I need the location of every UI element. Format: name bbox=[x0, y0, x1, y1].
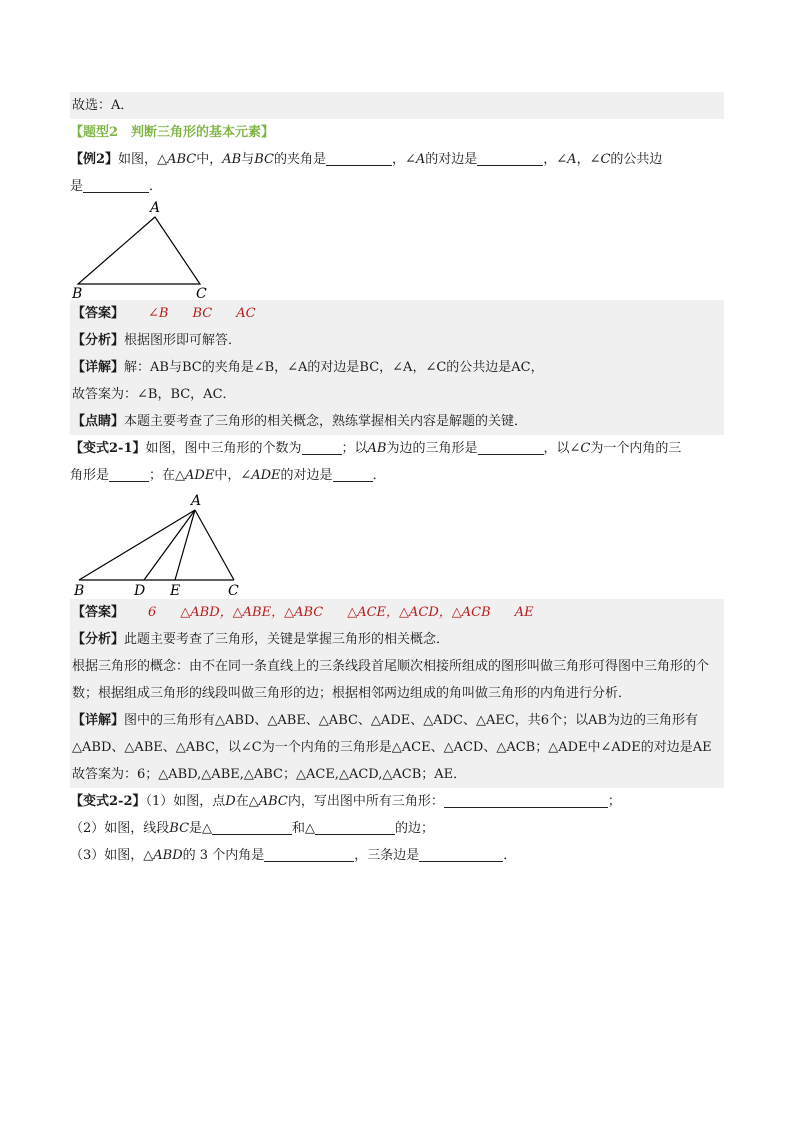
answer-blank bbox=[109, 466, 149, 482]
comment-tag: 【点睛】 bbox=[72, 414, 125, 429]
side-ac bbox=[195, 510, 234, 580]
answer-line bbox=[72, 599, 724, 626]
math-d: D bbox=[225, 794, 236, 809]
vertex-label-b: B bbox=[72, 286, 83, 300]
answer-blank bbox=[212, 819, 292, 835]
question-text: 内，写出图中所有三角形： bbox=[287, 794, 444, 809]
detail-tag: 【详解】 bbox=[72, 713, 125, 728]
question-text: 是 bbox=[70, 179, 84, 194]
variant-2-2-question-line1 bbox=[70, 788, 724, 815]
question-text: 如图，图中三角形的个数为 bbox=[145, 441, 302, 456]
variant-2-1-question-line1 bbox=[70, 435, 724, 462]
analysis-paragraph: 根据三角形的概念：由不在同一条直线上的三条线段首尾顺次相接所组成的图形叫做三角形可得图中三角形的个数；根据组成三角形的线段叫做三角形的边；根据相邻两边组成的角叫做三角形的内角进行分析． bbox=[72, 659, 710, 701]
section-title bbox=[70, 119, 724, 146]
vertex-label-a: A bbox=[150, 200, 161, 216]
document-body bbox=[70, 92, 724, 869]
answer-tag: 【答案】 bbox=[72, 306, 125, 321]
analysis-tag: 【分析】 bbox=[72, 632, 125, 647]
question-text: 为边的三角形是 bbox=[386, 441, 478, 456]
previous-answer-line bbox=[70, 92, 724, 119]
final-answer-text: 故答案为：∠B，BC，AC． bbox=[72, 387, 236, 402]
math-c: C bbox=[600, 152, 611, 167]
section-title-text: 【题型2 判断三角形的基本元素】 bbox=[70, 125, 275, 140]
question-text: 是△ bbox=[189, 821, 213, 836]
detail-text: 解：AB与BC的夹角是∠B，∠A的对边是BC，∠A，∠C的公共边是AC， bbox=[124, 360, 544, 375]
answer-blank bbox=[477, 150, 543, 166]
math-a: A bbox=[415, 152, 426, 167]
vertex-label-e: E bbox=[170, 583, 181, 599]
math-ade: ADE bbox=[251, 468, 281, 483]
math-ab: AB bbox=[367, 441, 387, 456]
vertex-label-c: C bbox=[228, 583, 239, 599]
math-a: A bbox=[567, 152, 577, 167]
analysis-text: 根据图形即可解答． bbox=[124, 333, 242, 348]
answer-blank bbox=[83, 177, 149, 193]
question-text: ，∠ bbox=[543, 152, 568, 167]
answer-blank bbox=[478, 439, 544, 455]
question-text: 在△ bbox=[235, 794, 259, 809]
detail-tag: 【详解】 bbox=[72, 360, 125, 375]
math-bc: BC bbox=[254, 152, 274, 167]
vertex-label-c: C bbox=[196, 286, 207, 300]
question-text: ；在△ bbox=[149, 468, 186, 483]
question-text: 的对边是 bbox=[280, 468, 333, 483]
previous-answer-text: 故选：A． bbox=[72, 98, 134, 113]
answer-blank bbox=[264, 846, 354, 862]
question-text: 为一个内角的三 bbox=[590, 441, 682, 456]
math-ade: ADE bbox=[185, 468, 215, 483]
example-2-answer-block bbox=[70, 300, 724, 435]
variant-2-2-question-line3 bbox=[70, 842, 724, 869]
analysis-text: 此题主要考查了三角形，关键是掌握三角形的相关概念． bbox=[124, 632, 450, 647]
final-answer-text: 故答案为：6；△ABD,△ABE,△ABC；△ACE,△ACD,△ACB；AE． bbox=[72, 767, 467, 782]
variant-tag: 【变式2-1】 bbox=[70, 441, 146, 456]
vertex-label-d: D bbox=[134, 583, 146, 599]
question-text: 的夹角是 bbox=[273, 152, 326, 167]
math-abc: ABC bbox=[258, 794, 288, 809]
answer-value: 6 bbox=[148, 605, 157, 620]
answer-blank bbox=[302, 439, 342, 455]
variant-2-2-question-line2 bbox=[70, 815, 724, 842]
analysis-tag: 【分析】 bbox=[72, 333, 125, 348]
math-abc: ABC bbox=[167, 152, 197, 167]
answer-tag: 【答案】 bbox=[72, 605, 125, 620]
answer-blank bbox=[444, 792, 608, 808]
variant-tag: 【变式2-2】 bbox=[70, 794, 146, 809]
triangle-abdec-figure bbox=[70, 489, 270, 599]
answer-value: AC bbox=[236, 306, 256, 321]
example-tag: 【例2】 bbox=[70, 152, 119, 167]
question-text: ． bbox=[149, 179, 163, 194]
question-text: （3）如图，△ bbox=[70, 848, 154, 863]
question-text: ；以 bbox=[341, 441, 368, 456]
question-text: 和△ bbox=[292, 821, 316, 836]
question-text: 中， bbox=[196, 152, 223, 167]
question-text: ． bbox=[372, 468, 386, 483]
vertex-label-b: B bbox=[74, 583, 85, 599]
question-text: 角形是 bbox=[70, 468, 110, 483]
answer-line bbox=[72, 300, 724, 327]
answer-blank bbox=[326, 150, 392, 166]
answer-value: AE bbox=[514, 605, 534, 620]
answer-value: ∠B bbox=[148, 306, 169, 321]
comment-line bbox=[72, 408, 724, 435]
final-answer-line bbox=[72, 381, 724, 408]
answer-value: △ABD，△ABE，△ABC bbox=[180, 605, 324, 620]
triangle-shape bbox=[78, 217, 200, 284]
question-text: 的 3 个内角是 bbox=[182, 848, 265, 863]
analysis-line bbox=[72, 327, 724, 354]
question-text: 中，∠ bbox=[214, 468, 252, 483]
final-answer-line bbox=[72, 761, 724, 788]
variant-2-1-question-line2 bbox=[70, 462, 724, 489]
question-text: ，三条边是 bbox=[354, 848, 420, 863]
analysis-line bbox=[72, 626, 724, 653]
math-ab: AB bbox=[222, 152, 242, 167]
math-bc: BC bbox=[169, 821, 190, 836]
question-text: 如图， bbox=[118, 152, 158, 167]
detail-paragraph bbox=[72, 707, 724, 761]
variant-2-1-answer-block bbox=[70, 599, 724, 788]
math-abd: ABD bbox=[153, 848, 183, 863]
vertex-label-a: A bbox=[191, 493, 202, 509]
question-text: 与 bbox=[241, 152, 255, 167]
detail-text: 图中的三角形有△ABD、△ABE、△ABC、△ADE、△ADC、△AEC，共6个；以AB为边的三角形有△ABD、△ABE、△ABC，以∠C为一个内角的三角形是△ACE、△ACD、△ACB；△ADE中∠ADE的对边是AE bbox=[72, 713, 712, 755]
example-2-question-line2 bbox=[70, 173, 724, 200]
question-text: ，∠ bbox=[391, 152, 416, 167]
answer-value: BC bbox=[192, 306, 213, 321]
question-text: 的对边是 bbox=[425, 152, 478, 167]
comment-text: 本题主要考查了三角形的相关概念，熟练掌握相关内容是解题的关键． bbox=[124, 414, 528, 429]
question-text: 的边； bbox=[395, 821, 435, 836]
answer-blank bbox=[315, 819, 395, 835]
question-text: 的公共边 bbox=[610, 152, 663, 167]
question-text: （2）如图，线段 bbox=[70, 821, 170, 836]
answer-blank bbox=[333, 466, 373, 482]
question-text: ； bbox=[607, 794, 621, 809]
triangle-abc-figure bbox=[70, 200, 230, 300]
question-text: ，以∠ bbox=[543, 441, 581, 456]
example-2-question-line1 bbox=[70, 146, 724, 173]
triangle-symbol: △ bbox=[157, 152, 168, 167]
segment-ad bbox=[144, 510, 195, 580]
question-text: ，∠ bbox=[576, 152, 601, 167]
answer-blank bbox=[419, 846, 503, 862]
question-text: （1）如图，点 bbox=[145, 794, 226, 809]
detail-line bbox=[72, 354, 724, 381]
answer-value: △ACE，△ACD，△ACB bbox=[347, 605, 491, 620]
math-c: C bbox=[580, 441, 591, 456]
question-text: ． bbox=[503, 848, 517, 863]
